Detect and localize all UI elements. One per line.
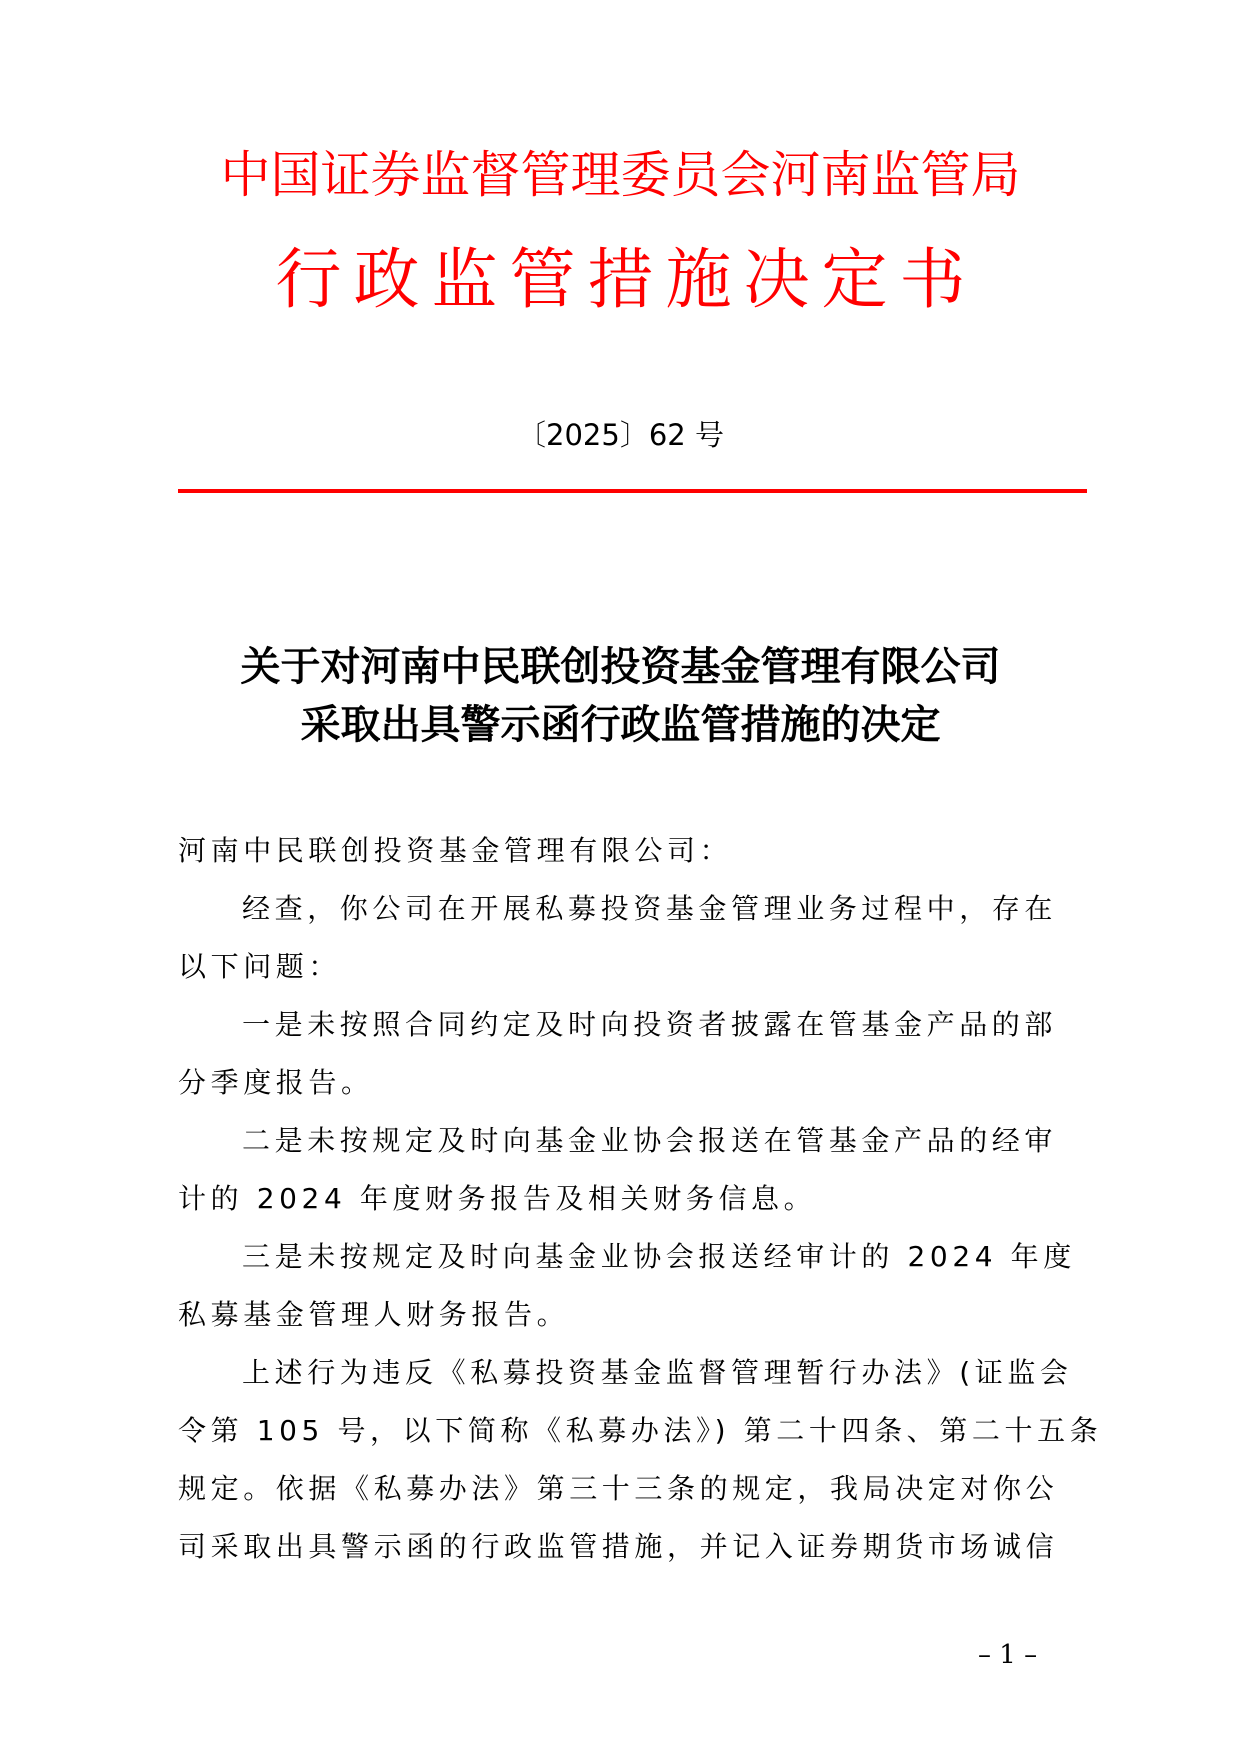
body-line: 以下问题： <box>178 950 342 983</box>
body-line: 令第 105 号，以下简称《私募办法》) 第二十四条、第二十五条 <box>178 1414 1103 1447</box>
addressee: 河南中民联创投资基金管理有限公司： <box>178 834 733 867</box>
body-line: 分季度报告。 <box>178 1066 374 1099</box>
decision-title-line-1: 关于对河南中民联创投资基金管理有限公司 <box>240 643 1001 690</box>
body-line: 规定。依据《私募办法》第三十三条的规定，我局决定对你公 <box>178 1472 1059 1505</box>
issuing-organization: 中国证券监督管理委员会河南监管局 <box>220 146 1021 204</box>
document-body <box>178 822 1103 1576</box>
body-line: 一是未按照合同约定及时向投资者披露在管基金产品的部 <box>242 1008 1058 1041</box>
body-line: 三是未按规定及时向基金业协会报送经审计的 2024 年度 <box>242 1240 1076 1273</box>
document-type-heading: 行政监管措施决定书 <box>275 241 978 318</box>
body-line: 上述行为违反《私募投资基金监督管理暂行办法》(证监会 <box>242 1356 1073 1389</box>
body-line: 计的 2024 年度财务报告及相关财务信息。 <box>178 1182 817 1215</box>
decision-title-line-2: 采取出具警示函行政监管措施的决定 <box>300 701 941 748</box>
red-divider-rule <box>178 489 1087 493</box>
body-line: 私募基金管理人财务报告。 <box>178 1298 570 1331</box>
decision-title <box>0 638 1241 754</box>
body-line: 二是未按规定及时向基金业协会报送在管基金产品的经审 <box>242 1124 1058 1157</box>
body-line: 经查，你公司在开展私募投资基金管理业务过程中，存在 <box>242 892 1058 925</box>
document-number: 〔2025〕62 号 <box>517 418 724 452</box>
page-number: – 1 – <box>978 1640 1038 1670</box>
body-line: 司采取出具警示函的行政监管措施，并记入证券期货市场诚信 <box>178 1530 1059 1563</box>
